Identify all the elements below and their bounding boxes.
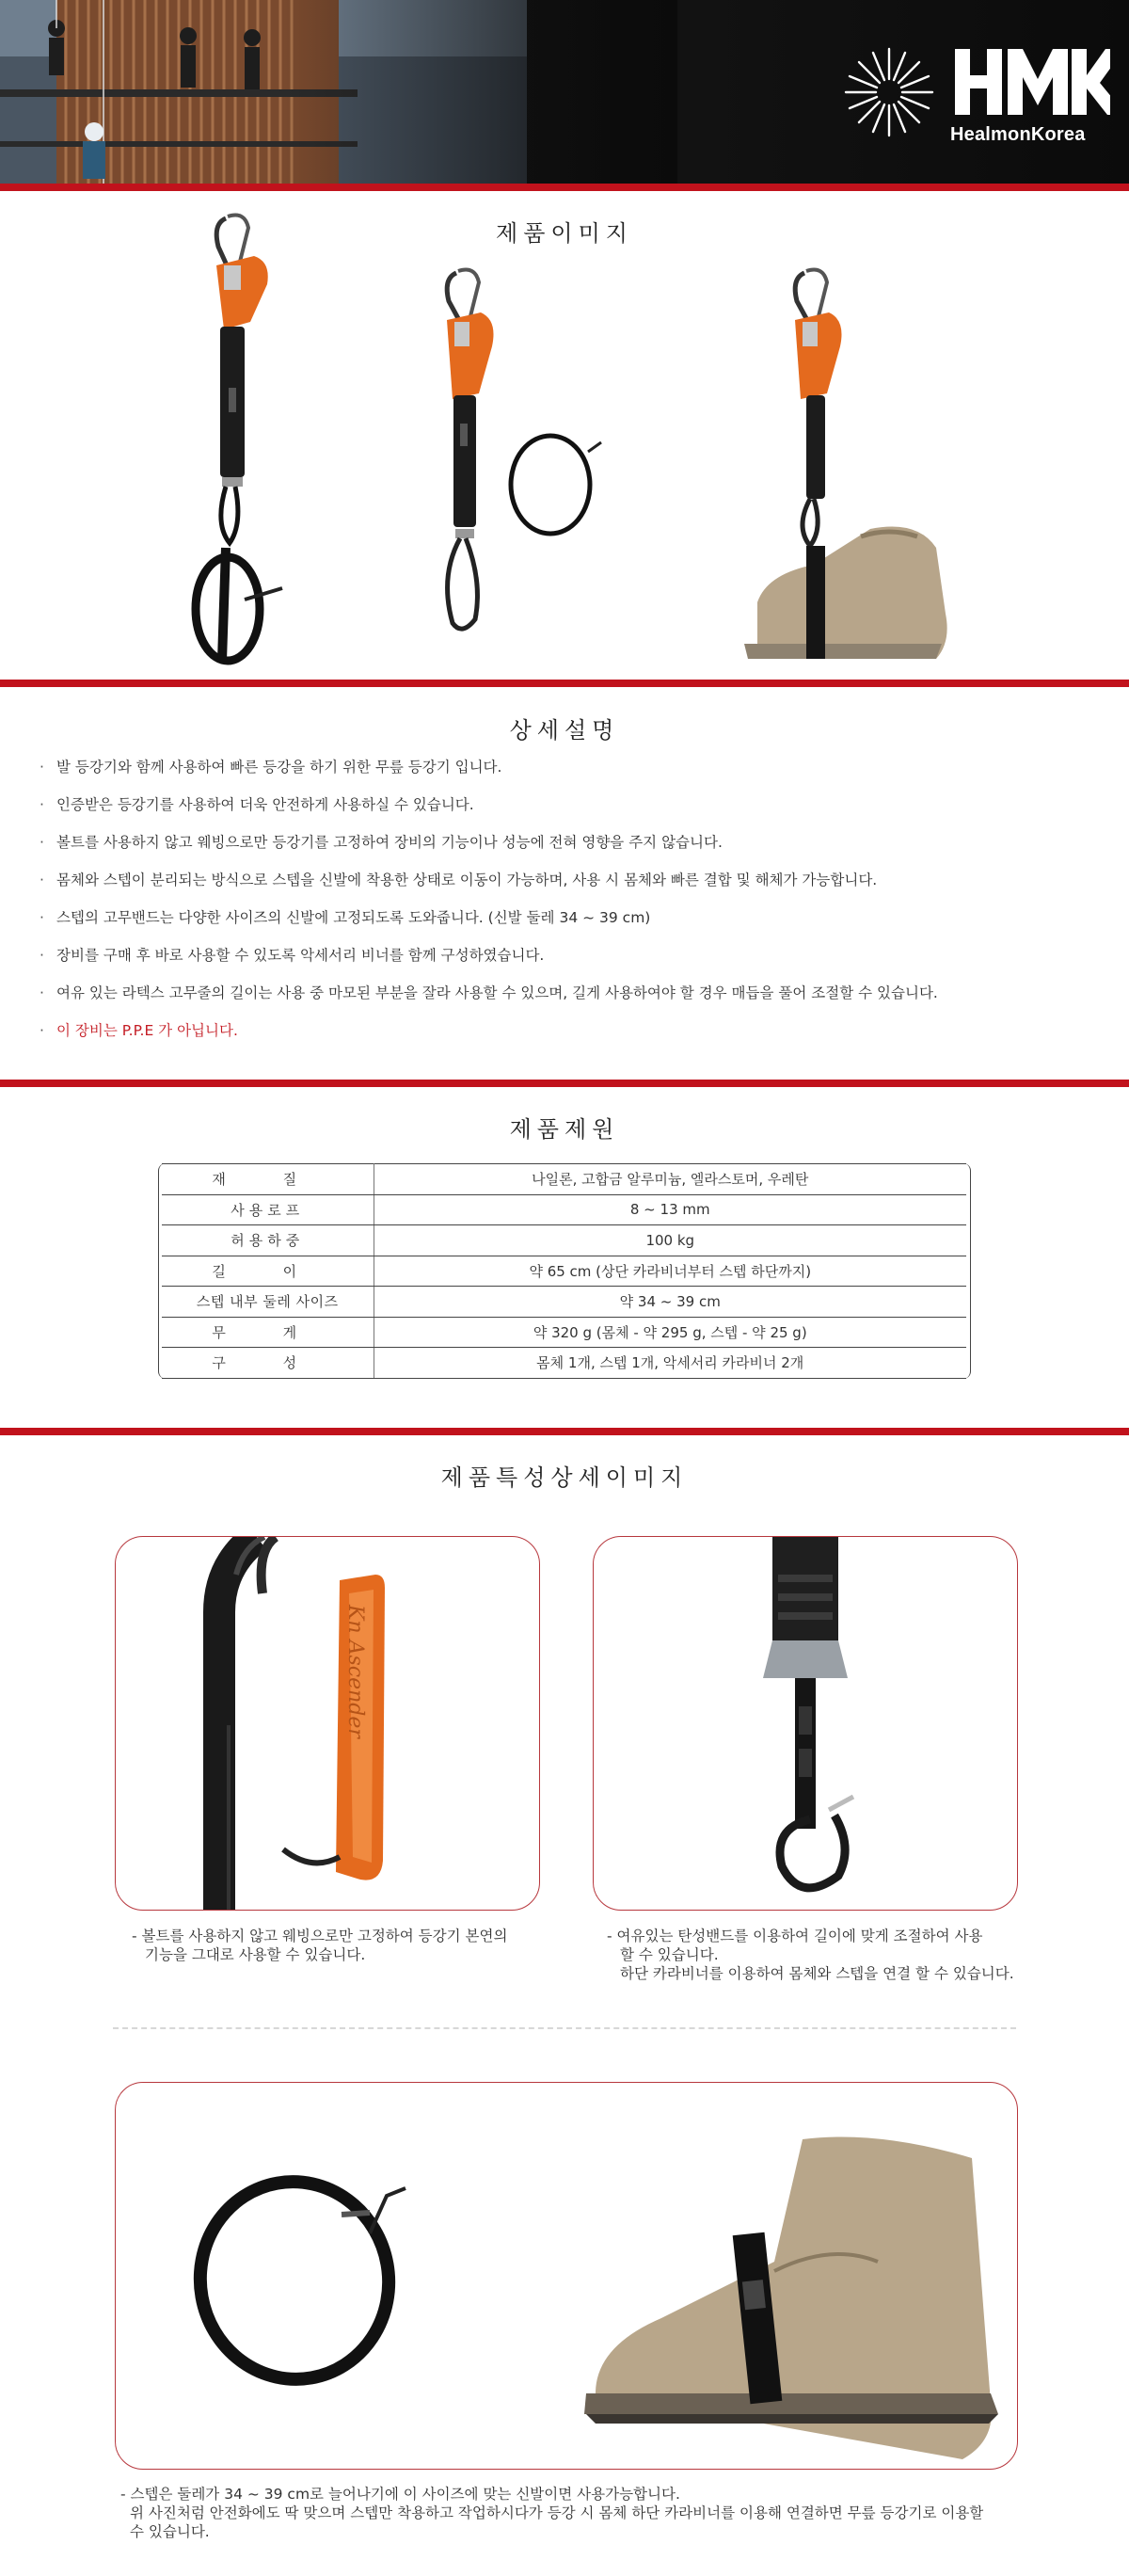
hero-fade [282, 0, 677, 184]
webbing-detail-frame [115, 1536, 540, 1911]
spec-value: 약 34 ~ 39 cm [374, 1287, 966, 1318]
engraving-text: Kn Ascender [343, 1605, 367, 1738]
description-title: 상세설명 [509, 717, 620, 744]
caption-line: - 볼트를 사용하지 않고 웨빙으로만 고정하여 등강기 본연의 [132, 1928, 508, 1944]
spec-row [162, 1348, 966, 1379]
caption-line: 수 있습니다. [130, 2523, 210, 2540]
ascender-on-boot-image [729, 264, 960, 668]
step-caption [120, 2485, 983, 2541]
spec-key: 스텝 내부 둘레 사이즈 [162, 1287, 374, 1318]
ppe-warning: · 이 장비는 P.P.E 가 아닙니다. [40, 1021, 1103, 1059]
step-and-boot-image [116, 2083, 1018, 2470]
ascender-separated-image [428, 264, 607, 649]
webbing-detail-image [116, 1537, 540, 1911]
step-detail-frame [115, 2082, 1018, 2470]
section-divider [0, 1428, 1129, 1435]
brand-name: HealmonKorea [950, 124, 1086, 145]
description-item: · 여유 있는 라텍스 고무줄의 길이는 사용 중 마모된 부분을 잘라 사용할 수 있으며, 길게 사용하여야 할 경우 매듭을 풀어 조절할 수 있습니다. [40, 984, 1103, 1021]
dashed-divider [113, 2027, 1016, 2029]
description-item: · 볼트를 사용하지 않고 웨빙으로만 등강기를 고정하여 장비의 기능이나 성능에 전혀 영향을 주지 않습니다. [40, 833, 1103, 871]
spec-key: 재 질 [162, 1164, 374, 1195]
description-item: · 스텝의 고무밴드는 다양한 사이즈의 신발에 고정되도록 도와줍니다. (신발 둘레 34 ~ 39 cm) [40, 908, 1103, 946]
header-banner [0, 0, 1129, 184]
detail-images-title: 제품특성상세이미지 [440, 1464, 689, 1491]
band-caption [607, 1927, 1014, 1983]
description-item: · 인증받은 등강기를 사용하여 더욱 안전하게 사용하실 수 있습니다. [40, 795, 1103, 833]
section-divider [0, 680, 1129, 687]
caption-line: - 여유있는 탄성밴드를 이용하여 길이에 맞게 조절하여 사용 [607, 1928, 983, 1944]
spec-key: 구 성 [162, 1348, 374, 1379]
spec-value: 나일론, 고합금 알루미늄, 엘라스토머, 우레탄 [374, 1164, 966, 1195]
spec-row [162, 1317, 966, 1348]
spec-row [162, 1287, 966, 1318]
band-detail-frame [593, 1536, 1018, 1911]
spec-key: 허용하중 [162, 1225, 374, 1256]
section-divider [0, 184, 1129, 191]
caption-line: 할 수 있습니다. [620, 1946, 719, 1963]
spec-key: 무 게 [162, 1317, 374, 1348]
spec-row [162, 1194, 966, 1225]
spec-row [162, 1164, 966, 1195]
description-item: · 장비를 구매 후 바로 사용할 수 있도록 악세서리 비너를 함께 구성하였습니다. [40, 946, 1103, 984]
caption-line: 위 사진처럼 안전화에도 딱 맞으며 스텝만 착용하고 작업하시다가 등강 시 몸체 하단 카라비너를 이용해 연결하면 무릎 등강기로 이용할 [130, 2504, 984, 2521]
description-list [40, 758, 1103, 1059]
spec-key: 사용로프 [162, 1194, 374, 1225]
spec-row [162, 1256, 966, 1287]
description-item: · 발 등강기와 함께 사용하여 빠른 등강을 하기 위한 무릎 등강기 입니다. [40, 758, 1103, 795]
band-carabiner-image [594, 1537, 1018, 1911]
spec-value: 약 320 g (몸체 - 약 295 g, 스텝 - 약 25 g) [374, 1317, 966, 1348]
spec-row [162, 1225, 966, 1256]
spec-value: 약 65 cm (상단 카라비너부터 스텝 하단까지) [374, 1256, 966, 1287]
caption-line: 기능을 그대로 사용할 수 있습니다. [145, 1946, 366, 1963]
spec-key: 길 이 [162, 1256, 374, 1287]
section-divider [0, 1080, 1129, 1087]
webbing-caption [132, 1927, 507, 1964]
ascender-with-step-image [188, 209, 292, 680]
spec-table [162, 1163, 966, 1379]
spec-value: 100 kg [374, 1225, 966, 1256]
caption-line: - 스텝은 둘레가 34 ~ 39 cm로 늘어나기에 이 사이즈에 맞는 신발이면 사용가능합니다. [120, 2486, 680, 2503]
description-item: · 몸체와 스텝이 분리되는 방식으로 스텝을 신발에 착용한 상태로 이동이 가능하며, 사용 시 몸체와 빠른 결합 및 해체가 가능합니다. [40, 871, 1103, 908]
spec-value: 몸체 1개, 스텝 1개, 악세서리 카라비너 2개 [374, 1348, 966, 1379]
caption-line: 하단 카라비너를 이용하여 몸체와 스텝을 연결 할 수 있습니다. [620, 1965, 1014, 1982]
product-images-title: 제품이미지 [496, 220, 633, 247]
spec-value: 8 ~ 13 mm [374, 1194, 966, 1225]
specs-title: 제품제원 [509, 1116, 620, 1143]
